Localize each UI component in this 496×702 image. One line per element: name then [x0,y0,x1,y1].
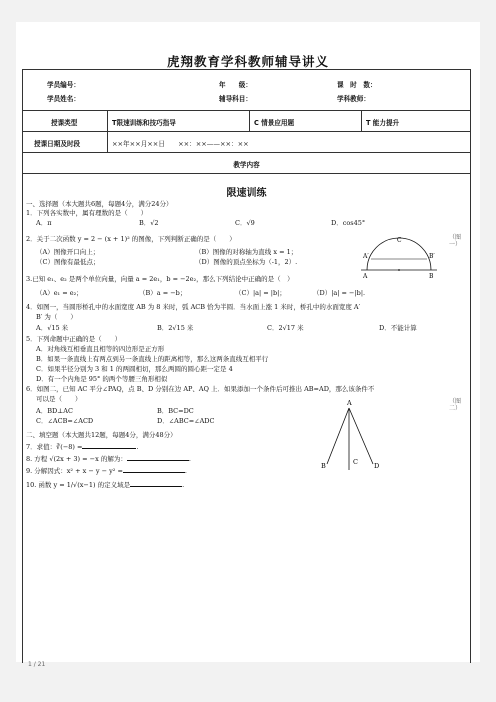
divider [249,110,250,131]
divider [23,110,470,111]
q6-option-a: A．BD⊥AC [36,407,73,415]
student-name-label: 学员姓名： [47,95,80,103]
course-type-label: 授课类型 [51,119,78,127]
q5-option-c: C．如果半径分别为 3 和 1 的两圆相切，那么两圆的圆心距一定是 4 [36,365,233,373]
q4-text-cont: B′ 为（ ） [36,313,77,321]
subject-label: 辅导科目： [219,95,252,103]
q5-option-b: B．如果一条直线上有两点到另一条直线上的距离相等，那么这两条直线互相平行 [36,355,269,363]
document-title: 虎翔教育学科教师辅导讲义 [166,54,329,69]
q6-text-cont: 可以是（ ） [36,395,82,403]
q4-option-b: B．2√15 米 [157,324,194,332]
q5-option-d: D．有一个内角是 95° 的两个等腰三角形相似 [36,375,168,383]
q8-text: 8. 方程 √(2x + 3) = −x 的解为： . [26,455,191,463]
q3-option-d: （D）|a| = −|b|. [313,289,366,297]
point-label: B [429,273,434,280]
grade-label: 年 级： [219,81,252,89]
figure-one-label: （图一） [449,234,462,248]
q1-option-c: C．√9 [235,219,255,227]
q3-option-b: （B）a = −b； [139,289,187,297]
point-label: A [363,273,368,280]
figure-two-angle [315,396,385,478]
hours-label: 课 时 数： [337,81,377,89]
divider [23,152,470,153]
point-label: A [347,399,352,407]
q2-option-c: （C）图像有最低点； [36,258,100,266]
q1-option-d: D．cos45° [331,219,366,227]
content-label: 教学内容 [233,161,260,169]
q2-option-b: （B）图像的对称轴为直线 x = 1； [195,248,298,256]
section-heading: 限速训练 [226,188,267,199]
q5-text: 5．下列命题中正确的是（ ） [26,335,122,343]
point-label: A′ [363,253,369,260]
q1-text: 1．下列各实数中，属有理数的是（ ） [26,209,148,217]
q8-prompt: 8. 方程 √(2x + 3) = −x 的解为： [26,455,127,463]
point-label: D [374,462,380,470]
q9-prompt: 9. 分解因式：x² + x − y − y² = [26,467,123,475]
q3-text: 3.已知 e₁、e₂ 是两个单位向量，向量 a = 2e₁，b = −2e₂，那么下列结论中正确的是（ ） [26,275,294,283]
q10-answer-blank[interactable] [130,480,182,487]
q8-answer-blank[interactable] [127,454,189,461]
date-value: ××年××月××日 ××：××——××：×× [112,140,249,148]
q2-option-d: （D）图像的顶点坐标为（-1，2）. [195,258,298,266]
student-no-label: 学员编号： [47,81,80,89]
lesson-table [22,69,471,663]
point-label: B [321,462,326,470]
q6-text: 6．如图二，已知 AC 平分∠PAQ，点 B、D 分别在边 AP、AQ 上．如果添加一个条件后可推出 AB=AD，那么该条件不 [26,385,375,393]
q9-answer-blank[interactable] [123,466,185,473]
point-label: C [397,237,402,244]
q10-text: 10. 函数 y = 1/√(x−1) 的定义域是 . [26,481,185,489]
divider [361,110,362,131]
date-label: 授课日期及时段 [34,140,81,148]
q4-option-a: A．√15 米 [36,324,69,332]
document-page [16,22,480,662]
q3-option-a: （A）e₁ = e₂； [36,289,83,297]
q4-text: 4．如图一，当圆形桥孔中的水面宽度 AB 为 8 米时，弧 ACB 恰为半圆．当水面上涨 1 米时，桥孔中的水面宽度 A′ [26,303,361,311]
point-label: C [353,458,358,466]
page-number: 1 / 21 [28,661,46,668]
q2-option-a: （A）图像开口向上； [36,248,100,256]
course-type-2: C 情景应用题 [254,119,295,127]
q6-option-c: C．∠ACB=∠ACD [36,417,94,425]
part2-heading: 二、填空题（本大题共12题，每题4分，满分48分） [26,431,177,439]
course-type-1: T限速训练和技巧指导 [112,119,176,127]
part1-heading: 一、选择题（本大题共6题，每题4分，满分24分） [26,200,173,208]
course-type-3: T 能力提升 [366,119,400,127]
figure-two-label: （图二） [449,398,462,412]
q10-prompt: 10. 函数 y = 1/√(x−1) 的定义域是 [26,481,131,489]
q7-text: 7．求值：∛(−8) = . [26,443,139,451]
q2-text: 2．关于二次函数 y = 2 − (x + 1)² 的图像，下列判断正确的是（ ） [26,235,236,243]
divider [23,131,470,132]
q5-option-a: A．对角线互相垂直且相等的四边形是正方形 [36,345,165,353]
q9-text: 9. 分解因式：x² + x − y − y² = . [26,467,187,475]
q4-option-c: C．2√17 米 [267,324,304,332]
q1-option-b: B．√2 [139,219,159,227]
q7-answer-blank[interactable] [82,442,136,449]
q6-option-d: D．∠ABC=∠ADC [157,417,215,425]
q4-option-d: D．不能计算 [379,324,417,332]
q1-option-a: A．π [36,219,52,227]
q3-option-c: （C）|a| = |b|； [235,289,286,297]
divider [23,173,470,174]
figure-one-arch [359,232,439,280]
point-label: B′ [429,253,435,260]
q7-prompt: 7．求值：∛(−8) = [26,443,83,451]
teacher-label: 学科教师： [337,95,370,103]
q6-option-b: B．BC=DC [157,407,194,415]
